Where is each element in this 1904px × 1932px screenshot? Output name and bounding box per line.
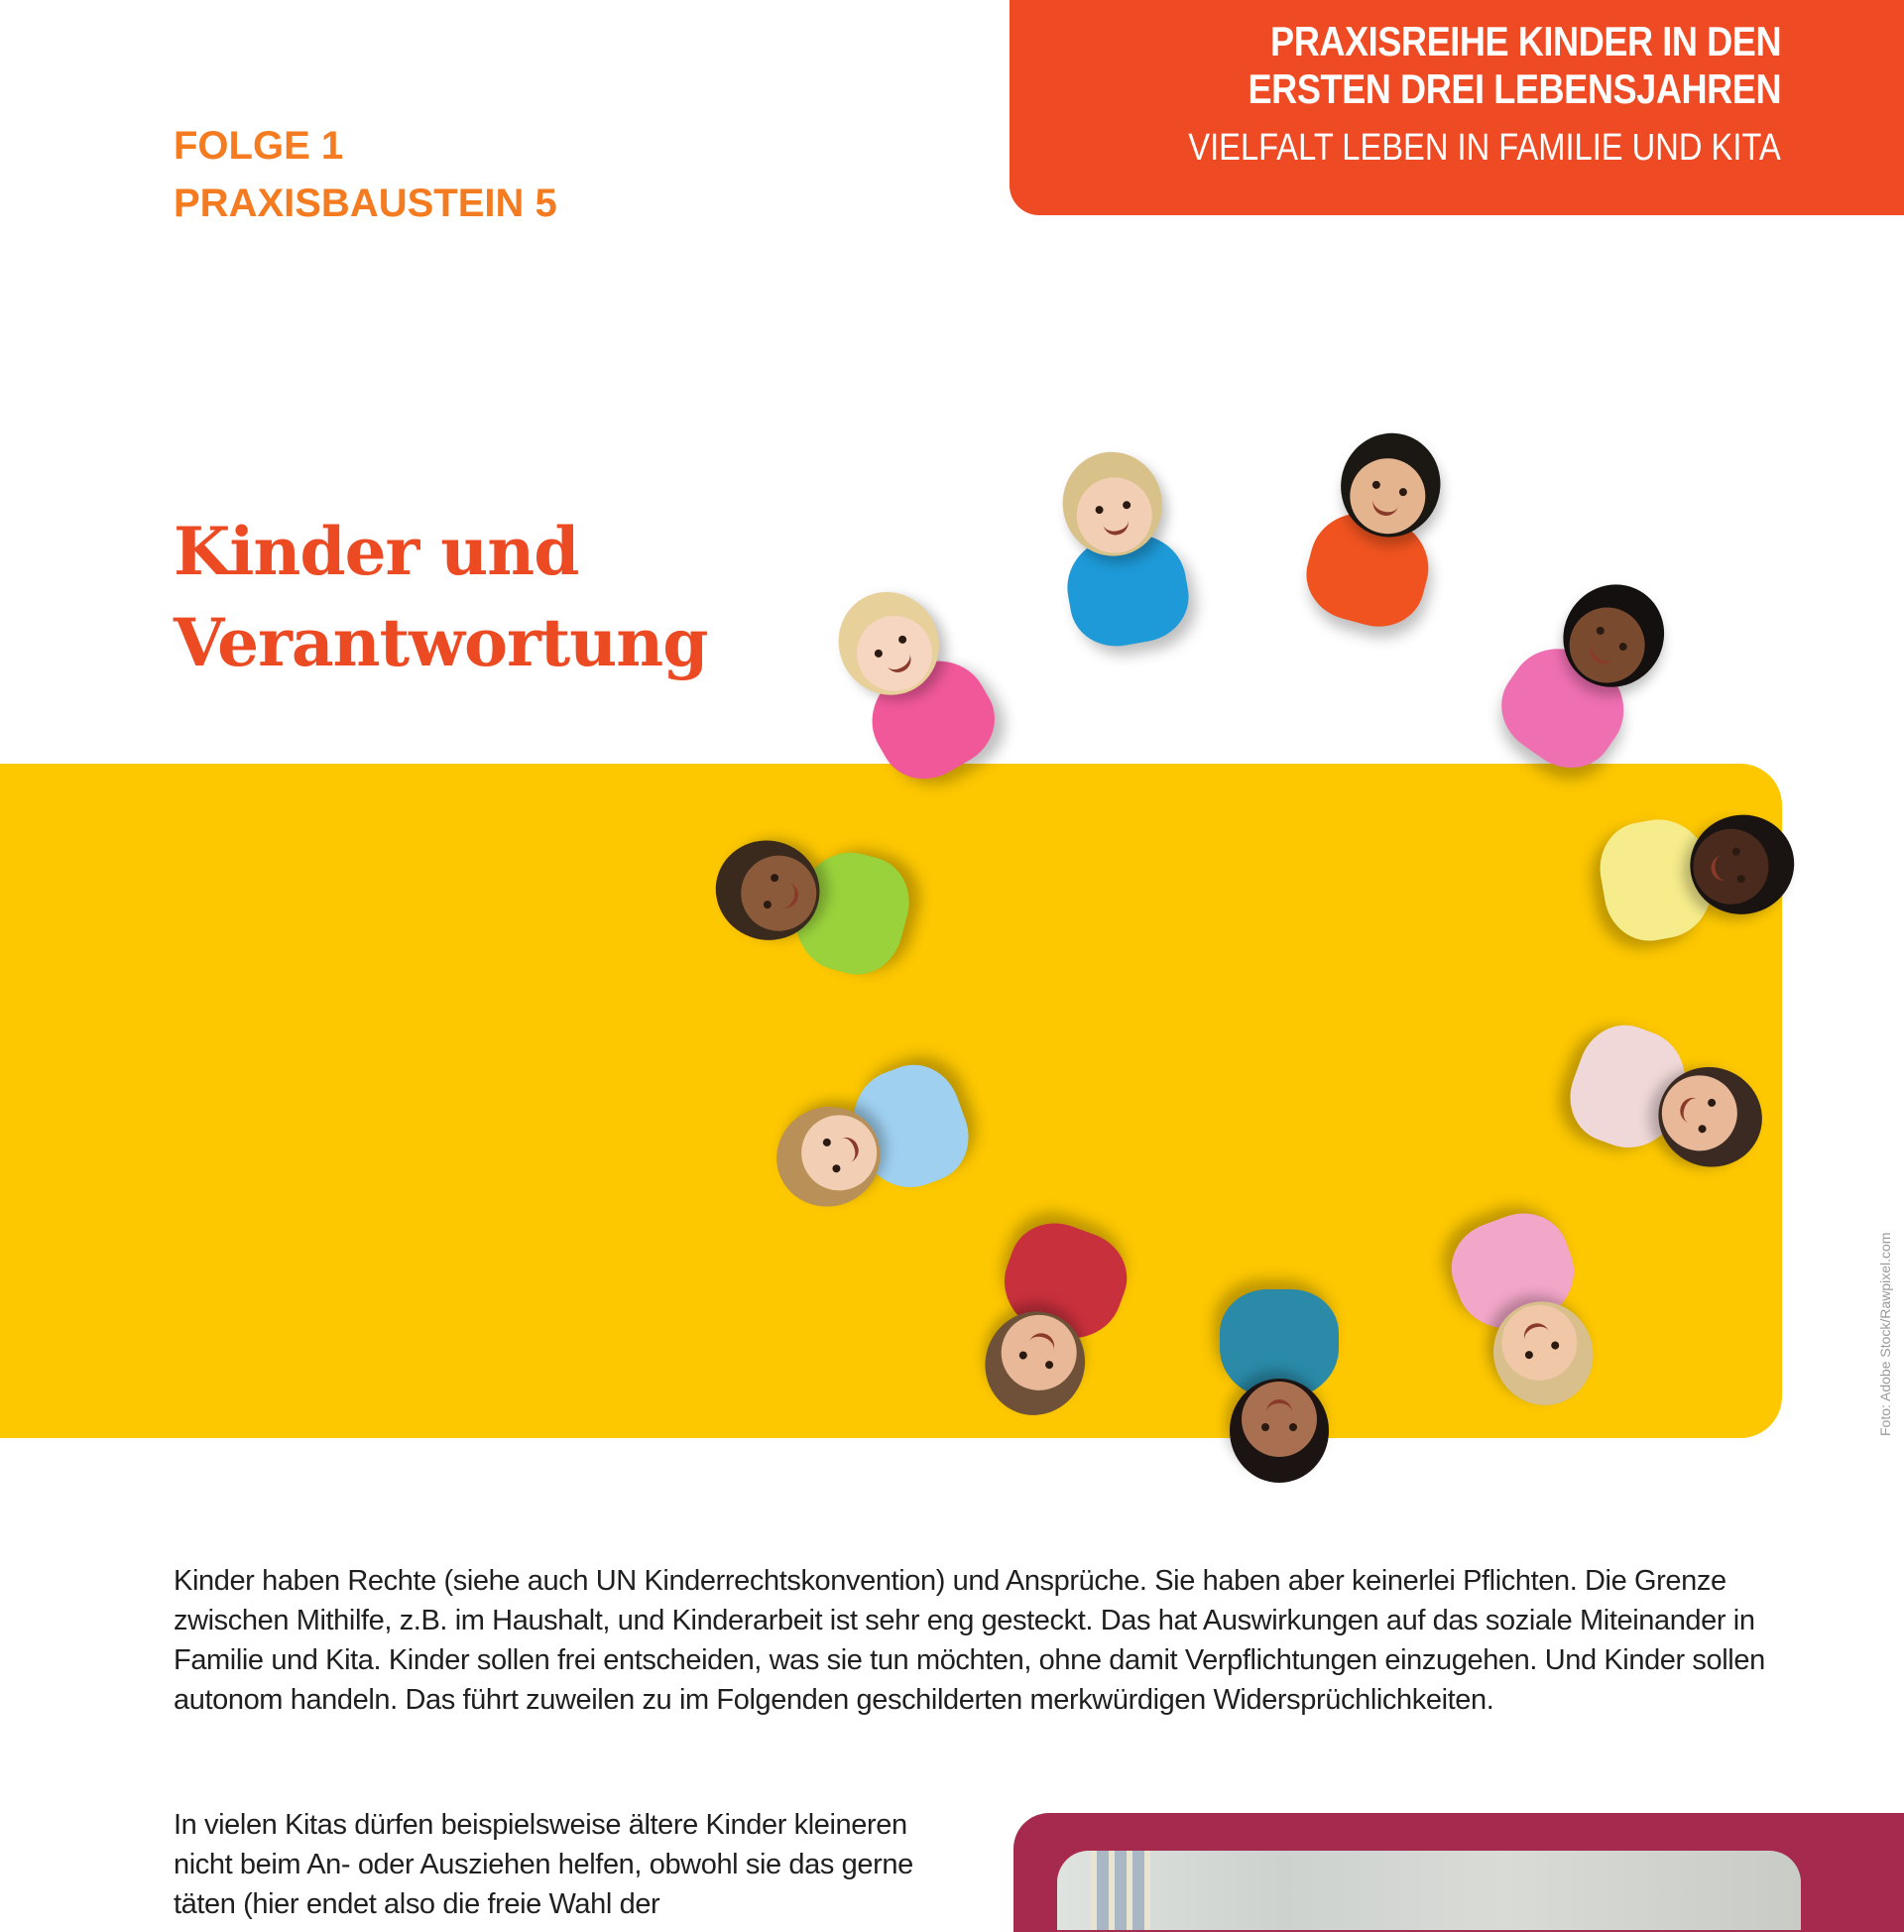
photo-credit: Foto: Adobe Stock/Rawpixel.com bbox=[1877, 1232, 1893, 1436]
page-title-line-1: Kinder und bbox=[174, 513, 579, 590]
child-figure bbox=[1264, 402, 1493, 659]
room-photo bbox=[1057, 1851, 1801, 1930]
series-header-box bbox=[1010, 0, 1904, 215]
page-title bbox=[174, 506, 707, 688]
intro-paragraph bbox=[174, 1561, 1780, 1720]
child-figure bbox=[1573, 766, 1819, 979]
child-eye bbox=[1289, 1423, 1297, 1431]
window-illustration bbox=[1091, 1851, 1150, 1930]
paragraph-1: Kinder haben Rechte (siehe auch UN Kinderrechtskonvention) und Ansprüche. Sie haben aber keinerlei Pflichten. Die Grenze zwischen Mithilfe, z.B. im Haushalt, und Kinderarbeit ist sehr eng gesteckt. Das hat Auswirkungen auf das soziale Miteinander in Familie und Kita. Kinder sollen frei entscheiden, was sie tun möchten, ohne damit Verpflichtungen einzugehen. Und Kinder sollen autonom handeln. Das führt zuweilen zu im Folgenden geschilderten merkwürdigen Widersprüchlichkeiten. bbox=[174, 1565, 1765, 1716]
module-number: PRAXISBAUSTEIN 5 bbox=[174, 181, 557, 225]
series-title bbox=[1248, 18, 1781, 113]
episode-label bbox=[174, 117, 557, 232]
series-title-line-2: ERSTEN DREI LEBENSJAHREN bbox=[1248, 65, 1781, 112]
child-face bbox=[1242, 1382, 1317, 1457]
child-figure bbox=[1013, 427, 1227, 673]
episode-number: FOLGE 1 bbox=[174, 124, 344, 168]
child-eye bbox=[1261, 1423, 1269, 1431]
series-title-line-1: PRAXISREIHE KINDER IN DEN bbox=[1269, 18, 1781, 64]
second-paragraph bbox=[174, 1805, 967, 1924]
series-subtitle: VIELFALT LEBEN IN FAMILIE UND KITA bbox=[1188, 127, 1781, 169]
page-title-line-2: Verantwortung bbox=[174, 604, 708, 681]
child-figure bbox=[1190, 1274, 1368, 1493]
paragraph-2: In vielen Kitas dürfen beispielsweise ältere Kinder kleineren nicht beim An- oder Ausziehen helfen, obwohl sie das gerne täten (hier endet also die freie Wahl der bbox=[174, 1809, 913, 1920]
